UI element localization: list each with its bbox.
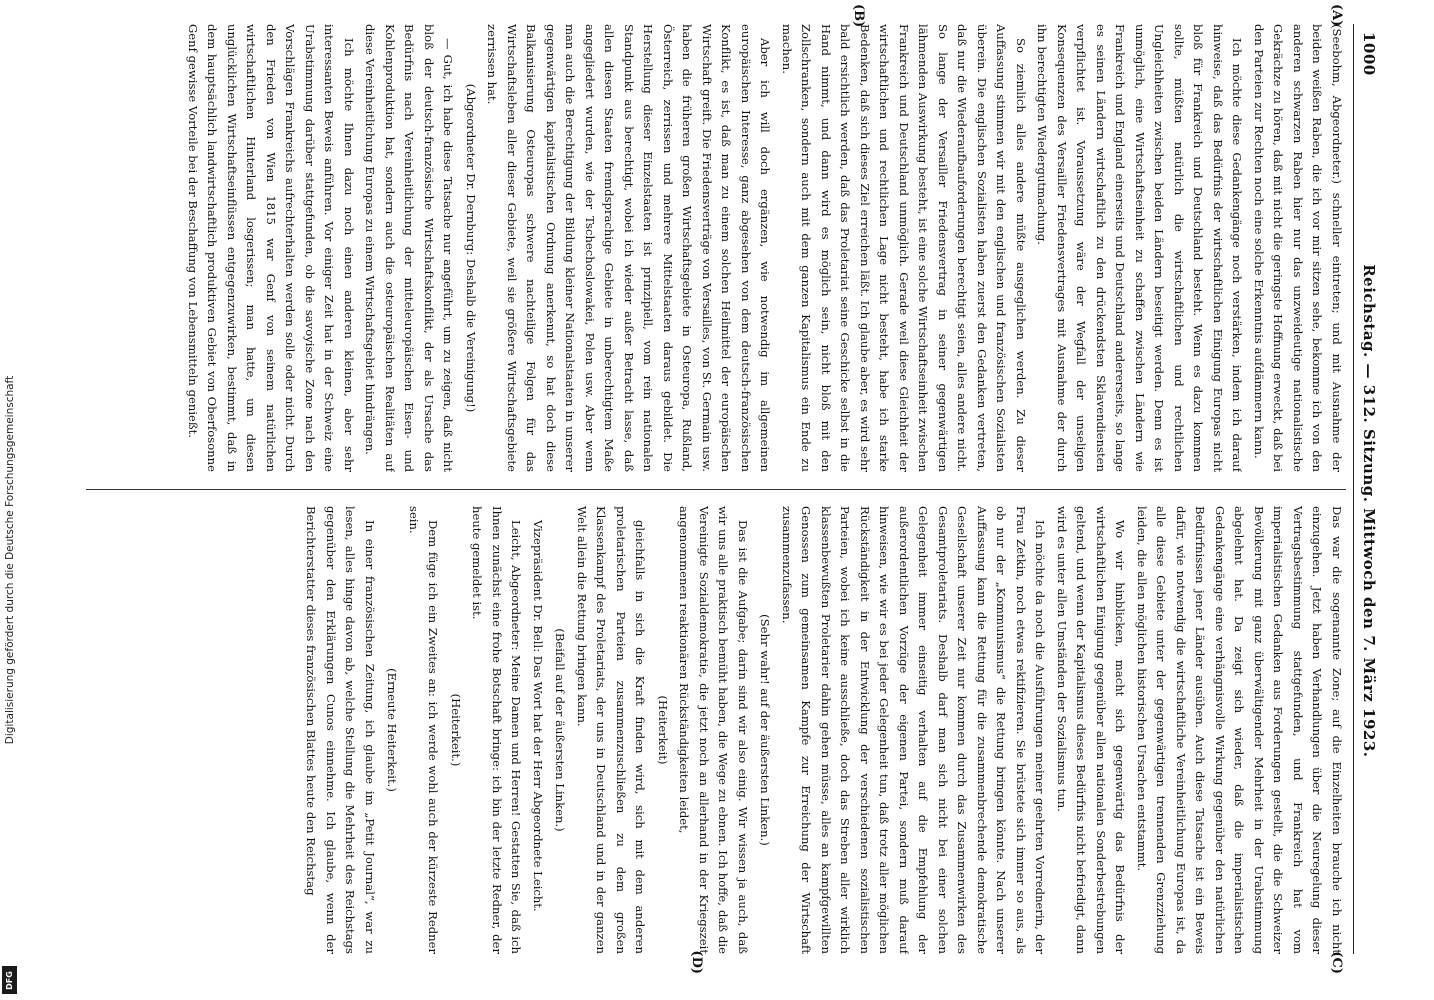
paragraph: Dem füge ich ein Zweites an: ich werde wohl auch der kürzeste Redner sein. [407,506,441,954]
paragraph: Das ist die Aufgabe; darin sind wir also einig. Wir wissen ja auch, daß wir uns alle praktisch bemüht haben, die Wege zu ebnen. Ich hoffe, daß die Vereinigte Sozialdemokratie, die jetzt noch an allerhand in der Kriegszeit angenommenen reaktionären Rückständigkeiten leidet, [677,506,750,954]
dfg-logo: DFG [2,966,17,994]
margin-marker-b: (B) [851,4,866,28]
paragraph: Wo wir hinblicken, macht sich gegenwärtig das Bedürfnis der wirtschaftlichen Einigung gegenüber allen nationalen Sonderbestrebungen geltend, und wenn der Kapitalismus dieses Bedürfnis nicht befriedigt, dann wird es unter allen Umständen der Sozialismus tun. [1055,506,1128,954]
margin-marker-c: (C) [1329,951,1344,974]
paragraph: Leicht, Abgeordneter: Meine Damen und Herren! Gestatten Sie, daß ich Ihnen zunächst eine frohe Botschaft bringe: ich bin der letzte Redner, der heute gemeldet ist. [470,506,524,954]
paragraph: (Sehr wahr! auf der äußersten Linken.) [758,614,773,846]
paragraph: So ziemlich alles andere müßte ausgeglichen werden. Zu dieser Auffassung stimmen wir mit den englischen und französischen Sozialisten überein. Die englischen Sozialisten haben zuerst den Gedanken vertreten, daß nur die Wiederaufbauforderungen berechtigt seien, alles andere nicht. So lange der Versailler Friedensvertrag in seiner gegenwärtigen lähmenden Auswirkung besteht, ist eine solche Wirtschaftseinheit zwischen Frankreich und Deutschland unmöglich. Gerade weil diese Gleichheit der wirtschaftlichen und rechtlichen Lage nicht besteht, habe ich starke Bedenken, daß sich dieses Ziel erreichen läßt. Ich glaube aber, es wird sehr bald ersichtlich werden, daß das Proletariat seine Geschicke selbst in die Hand nimmt, und dann wird es möglich sein, nicht bloß mit den Zollschranken, sondern auch mit dem ganzen Kapitalismus ein Ende zu machen. [780,24,1028,472]
paragraph: (Abgeordneter Dr. Dernburg: Deshalb die Vereinigung!) [464,83,478,413]
paragraph: Ich möchte Ihnen dazu noch einen anderen kleinen, aber sehr interessanten Beweis anführen. Vor einiger Zeit hat in der Schweiz eine Urabstimmung darüber stattgefunden, ob die savoyische Zone nach den Vorschlägen Frankreichs aufrechterhalten werden solle oder nicht. Durch den Frieden von Wien 1815 war Genf von seinem natürlichen wirtschaftlichen Hinterland losgerissen; man hatte, um diesen unglücklichen Wirtschaftseinflüssen entgegenzuwirken, bestimmt, daß in dem hauptsächlich landwirtschaftlich produktiven Gebiet von Oberfosonne Genf gewisse Vorteile bei der Beschaffung von Lebensmitteln genießt. [186,24,356,472]
paragraph: Ich möchte da noch die Ausführungen meiner geehrten Vorrednerin, der Frau Zetkin, noch etwas rektifizieren. Sie brüstete sich immer so aus, als ob nur der „Kommunismus“ die Rettung bringen könnte. Nach unserer Auffassung kann die Rettung für die zusammenbrechende demokratische Gesellschaft unserer Zeit nur kommen durch das Zusammenwirken des Gesamtproletariats. Deshalb darf man sich nicht bei einer solchen Gelegenheit immer einseitig verhalten auf die Empfehlung der außerordentlichen Vorzüge der eigenen Partei, sondern muß darauf hinweisen, wie wir es bei jeder Gelegenheit tun, daß trotz aller möglichen Rückständigkeit in der Entwicklung der verschiedenen sozialistischen Parteien, wobei ich keine ausschließe, doch das Streben aller wirklich klassenbewußten Proletarier dahin gehen müsse, alles an kampfgewillten Genossen zum gemeinsamen Kampfe zur Erreichung der Wirtschaft zusammenzufassen. [780,506,1048,954]
left-text-column [86,24,1346,472]
paragraph: In einer französischen Zeitung, ich glaube im „Petit Journal“, war zu lesen, alles hinge davon ab, welche Stellung die Mehrheit des Reichstags gegenüber den Erklärungen Cunos einnehme. Ich glaube, wenn der Berichterstatter dieses französischen Blattes heute den Reichstag [304,506,377,954]
page-number: 1000 [1360,32,1378,76]
paragraph: (Seebohm, Abgeordneter.) schneller eintreten; und mit Ausnahme der beiden weißen Raben, die ich vor mir sitzen sehe, bekomme ich von den anderen schwarzen Raben hier nur das unzweideutige nationalistische Gekrächze zu hören, daß mit nicht die geringste Hoffnung erweckt, daß bei den Parteien zur Rechten noch eine solche Erkenntnis aufdämmern kann. [1252,24,1344,472]
margin-marker-a: (A) [1329,4,1344,27]
rotated-page-content [80,4,1384,974]
running-title: Reichstag. — 312. Sitzung. Mittwoch den 7. März 1923. [1360,264,1378,758]
right-text-column [86,506,1346,954]
paragraph: Vizepräsident Dr. Bell: Das Wort hat der Herr Abgeordnete Leicht. [531,520,545,912]
paragraph: Ich möchte diese Gedankengänge noch verstärken, indem ich darauf hinweise, daß das Bedürfnis der wirtschaftlichen Einigung Europas nicht bloß für Frankreich und Deutschland besteht. Wenn es dazu kommen sollte, müßten natürlich die wirtschaftlichen und rechtlichen Ungleichheiten zwischen beiden Ländern beseitigt werden. Denn es ist unmöglich, eine Wirtschaftseinheit zu schaffen zwischen Ländern wie Frankreich und England einerseits und Deutschland andererseits, so lange es seinen Ländern wirtschaftlich zu den drückendsten Sklavendiensten verpflichtet ist. Voraussetzung wäre der Wegfall der unseligen Konsequenzen des Versailler Friedensvertrages mit Ausnahme der durch ihn berechtigten Wiedergutmachung. [1035,24,1245,472]
column-divider [86,489,1346,490]
margin-marker-d: (D) [689,950,704,974]
paragraph: gleichfalls in sich die Kraft finden wird, sich mit dem anderen proletarischen Parteien zusammenzuschließen zu dem großen Klassenkampf des Proletariats, der uns in Deutschland und in der ganzen Welt allein die Rettung bringen kann. [575,506,648,954]
paragraph: (Erneute Heiterkeit.) [385,668,400,792]
paragraph: (Beifall auf der äußersten Linken.) [553,628,568,832]
paragraph: — Gut, ich habe diese Tatsache nur angeführt, um zu zeigen, daß nicht bloß der deutsch-französische Wirtschaftskonflikt, der als Ursache das Bedürfnis nach Vereinheitlichung der mitteleuropäischen Eisen- und Kohlenproduktion hat, sondern auch die osteuropäischen Realitäten auf diese Vereinheitlichung Europas zu einem Wirtschaftsgebiet hindrängen. [363,24,456,472]
page-header [1353,24,1384,954]
paragraph: Aber ich will doch ergänzen, wie notwendig im allgemeinen europäischen Interesse, ganz abgesehen von dem deutsch-französischen Konflikt, es ist, daß man zu einem solchen Heilmittel der europäischen Wirtschaft greift. Die Friedensverträge von Versailles, von St. Germain usw. haben die früheren großen Wirtschaftsgebiete in Osteuropa, Rußland, Österreich, zerrissen und mehrere Mittelstaaten daraus gebildet. Die Herstellung dieser Einzelstaaten ist prinzipiell, vom rein nationalen Standpunkt aus berechtigt, wobei ich wieder außer Betracht lasse, daß allen diesen Staaten fremdsprachige Gebiete in unberechtigtem Maße angegliedert wurden, wie der Tschechoslowakei, Polen usw. Aber wenn man auch die Berechtigung der Bildung kleiner Nationalstaaten in unserer gegenwärtigen kapitalistischen Ordnung anerkennt, so hat doch diese Balkanisierung Osteuropas schwere nachteilige Folgen für das Wirtschaftsleben aller dieser Gebiete, weil sie größere Wirtschaftsgebiete zerrissen hat. [485,24,773,472]
paragraph: Das war die sogenannte Zone; auf die Einzelheiten brauche ich nicht einzugehen. Jetzt haben Verhandlungen über die Neuregelung dieser Vertragsbestimmung stattgefunden, und Frankreich hat vom imperialistischen Gedanken aus Forderungen gestellt, die die Schweizer Bevölkerung mit ganz überwältigender Mehrheit in der Urabstimmung abgelehnt hat. Da zeigt sich wieder, daß die imperialistischen Gedankengänge eine verhängnisvolle Wirkung gegenüber den natürlichen Bedürfnissen jener Länder ausüben. Auch diese Tatsache ist ein Beweis dafür, wie notwendig die wirtschaftliche Vereinheitlichung Europas ist, da alle diese Gebiete unter der gegenwärtigen trennenden Grenzziehung leiden, die allen möglichen historischen Ursachen entstammt. [1135,506,1344,954]
paragraph: (Heiterkeit.) [449,693,463,767]
digitization-footer [0,0,20,1000]
footer-attribution: Digitalisierung gefördert durch die Deutsche Forschungsgemeinschaft [4,375,16,745]
scanned-page [80,4,1384,974]
paragraph: (Heiterkeit) [656,695,670,765]
